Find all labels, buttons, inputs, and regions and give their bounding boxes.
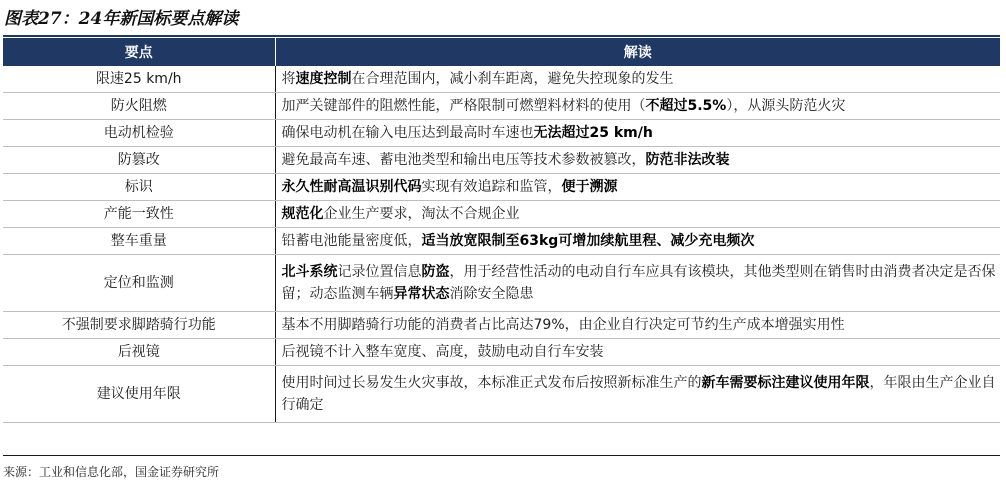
row-key: 电动机检验	[3, 120, 275, 147]
value-text: 确保电动机在输入电压达到最高时车速也	[281, 125, 534, 141]
value-text: 记录位置信息	[337, 264, 422, 280]
value-text: ，用于经营性活动的电动自行车应具有该模块，其他类型则在销售时由消费者决定是否保留；动态监测车辆	[281, 264, 996, 302]
value-emphasis: 规范化	[281, 206, 324, 222]
value-emphasis: 永久性耐高温识别代码	[281, 179, 422, 195]
value-text: 消除安全隐患	[449, 286, 534, 302]
table-header-row	[3, 38, 1000, 66]
row-key: 防篡改	[3, 147, 275, 174]
value-text: 企业生产要求，淘汰不合规企业	[323, 206, 520, 222]
row-value	[275, 366, 1000, 423]
source-note: 来源：工业和信息化部，国金证券研究所	[3, 465, 220, 479]
value-text: ），从源头防范火灾	[726, 98, 846, 114]
row-key: 建议使用年限	[3, 366, 275, 423]
value-emphasis: 防盗	[421, 264, 450, 280]
value-text: 避免最高车速、蓄电池类型和输出电压等技术参数被篡改，	[281, 152, 646, 168]
table-row	[3, 339, 1000, 366]
row-value	[275, 120, 1000, 147]
row-value	[275, 66, 1000, 93]
row-value	[275, 228, 1000, 255]
value-text: 加严关键部件的阻燃性能，严格限制可燃塑料材料的使用（	[281, 98, 646, 114]
table-row	[3, 255, 1000, 312]
row-value	[275, 339, 1000, 366]
value-emphasis: 防范非法改装	[645, 152, 730, 168]
table-row	[3, 66, 1000, 93]
value-emphasis: 无法超过25 km/h	[533, 125, 653, 141]
row-key: 整车重量	[3, 228, 275, 255]
table-row	[3, 174, 1000, 201]
row-value	[275, 312, 1000, 339]
value-emphasis: 不超过5.5%	[645, 98, 727, 114]
row-key: 限速25 km/h	[3, 66, 275, 93]
value-text: 实现有效追踪和监管，	[421, 179, 562, 195]
figure-title: 图表27：24年新国标要点解读	[4, 9, 239, 29]
value-text: 在合理范围内，减小刹车距离，避免失控现象的发生	[351, 71, 674, 87]
value-emphasis: 便于溯源	[561, 179, 618, 195]
value-text: 基本不用脚踏骑行功能的消费者占比高达79%，由企业自行决定可节约生产成本增强实用性	[281, 317, 845, 333]
row-value	[275, 255, 1000, 312]
table-row	[3, 366, 1000, 423]
row-value	[275, 201, 1000, 228]
table-row	[3, 120, 1000, 147]
header-key: 要点	[3, 38, 275, 66]
title-rule	[3, 35, 1000, 37]
row-value	[275, 147, 1000, 174]
value-text: 使用时间过长易发生火灾事故，本标准正式发布后按照新标准生产的	[281, 375, 702, 391]
value-text: ，年限由生产企业自行确定	[281, 375, 996, 413]
row-key: 后视镜	[3, 339, 275, 366]
table-row	[3, 201, 1000, 228]
row-value	[275, 174, 1000, 201]
bottom-rule	[3, 455, 1000, 456]
row-key: 不强制要求脚踏骑行功能	[3, 312, 275, 339]
value-text: 将	[281, 71, 296, 87]
value-emphasis: 新车需要标注建议使用年限	[701, 375, 870, 391]
value-emphasis: 北斗系统	[281, 264, 338, 280]
row-key: 防火阻燃	[3, 93, 275, 120]
value-text: 后视镜不计入整车宽度、高度，鼓励电动自行车安装	[281, 344, 604, 360]
value-emphasis: 适当放宽限制至63kg可增加续航里程、减少充电频次	[421, 233, 755, 249]
row-key: 标识	[3, 174, 275, 201]
table-row	[3, 312, 1000, 339]
table-row	[3, 228, 1000, 255]
table-row	[3, 147, 1000, 174]
row-value	[275, 93, 1000, 120]
value-text: 铅蓄电池能量密度低，	[281, 233, 422, 249]
value-emphasis: 异常状态	[393, 286, 450, 302]
header-value: 解读	[275, 38, 1000, 66]
key-points-table	[3, 38, 1000, 423]
row-key: 定位和监测	[3, 255, 275, 312]
row-key: 产能一致性	[3, 201, 275, 228]
value-emphasis: 速度控制	[295, 71, 352, 87]
table-row	[3, 93, 1000, 120]
